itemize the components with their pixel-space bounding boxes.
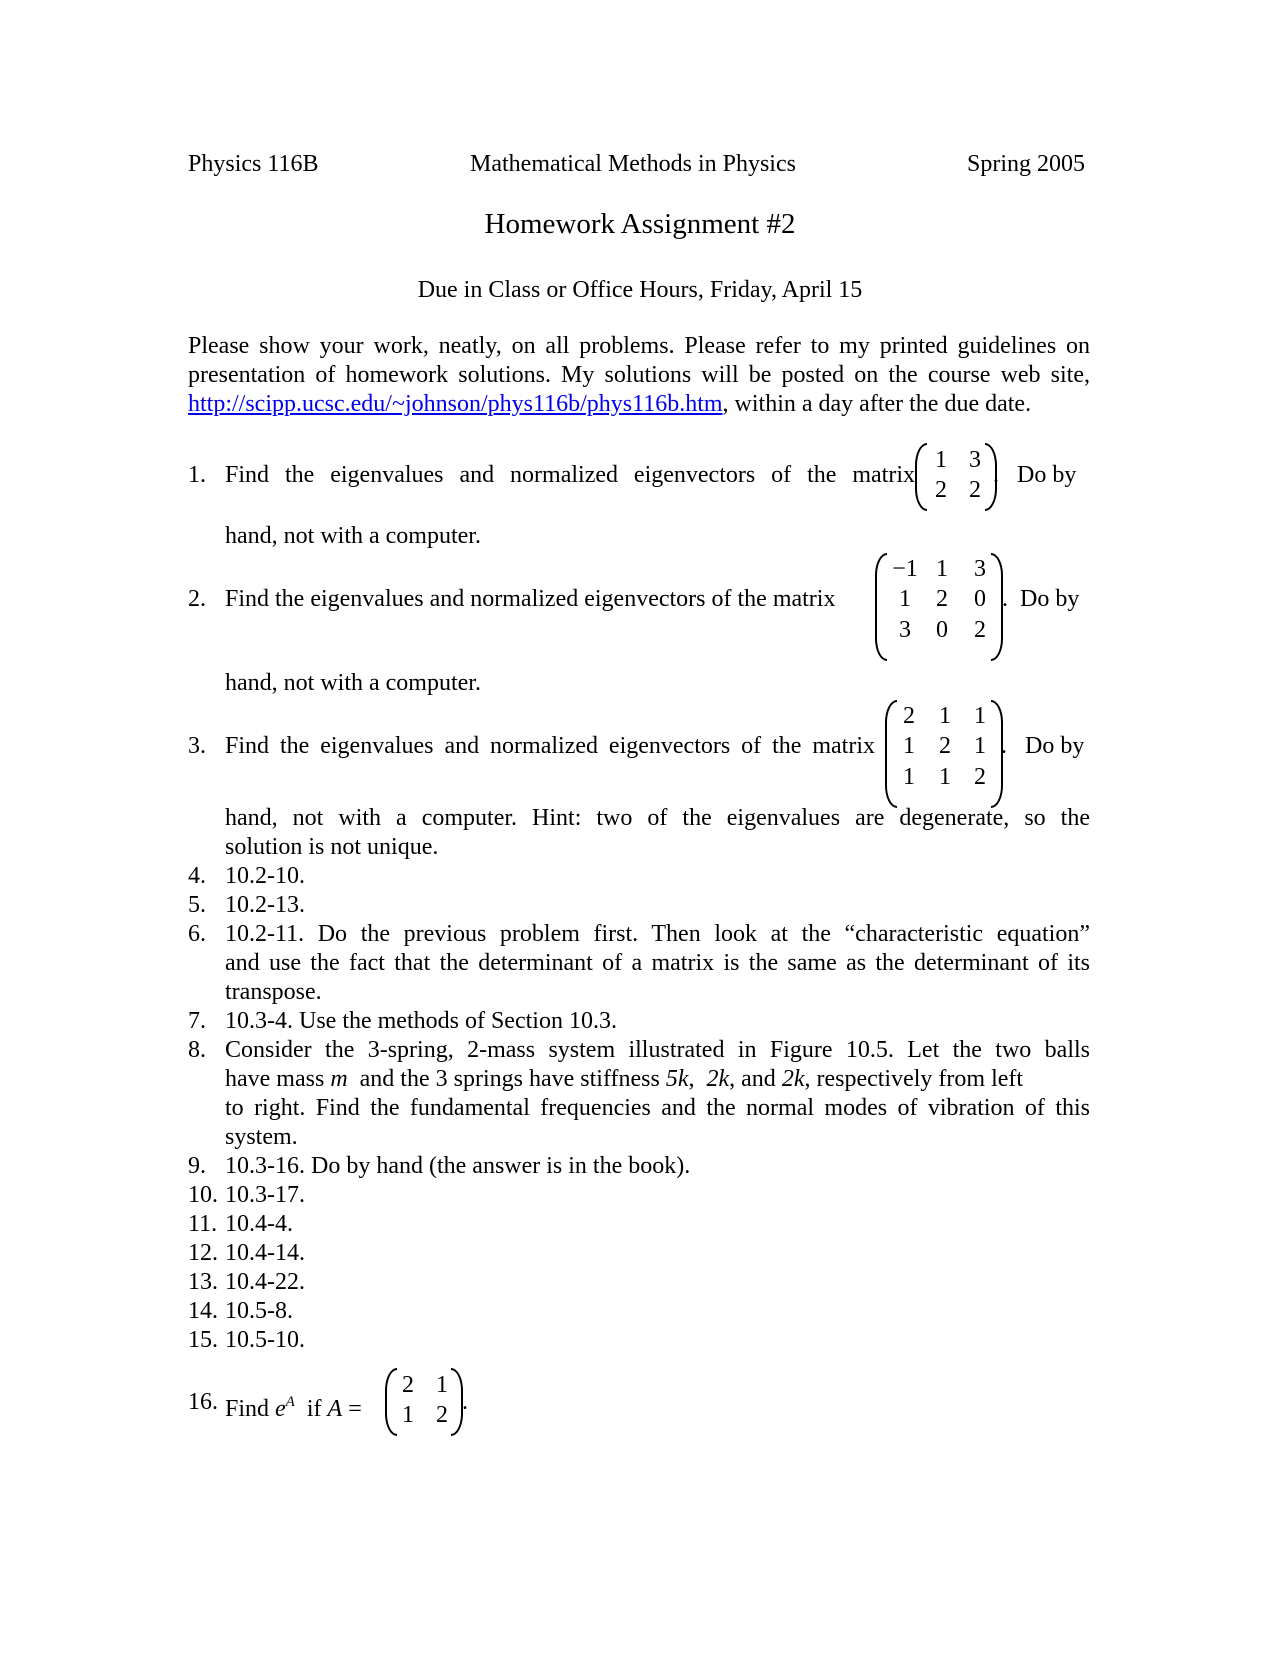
problem-3-continuation-1: hand, not with a computer. Hint: two of the eigenvalues are degenerate, so the (225, 805, 1090, 831)
problem-8-line-1: Consider the 3-spring, 2-mass system illustrated in Figure 10.5. Let the two balls (225, 1037, 1090, 1063)
problem-5-number: 5. (188, 892, 206, 918)
matrix-cell: 0 (936, 617, 948, 643)
problem-10-number: 10. (188, 1182, 218, 1208)
matrix-cell: 1 (939, 764, 951, 790)
problem-15-text: 10.5-10. (225, 1327, 305, 1353)
problem-1-text: Find the eigenvalues and normalized eigenvectors of the matrix (225, 462, 915, 488)
problem-10-text: 10.3-17. (225, 1182, 305, 1208)
intro-line-2: presentation of homework solutions. My solutions will be posted on the course web site, (188, 362, 1090, 388)
problem-1-tail: . Do by (993, 462, 1077, 488)
problem-6-line-1: 10.2-11. Do the previous problem first. Then look at the “characteristic equation” (225, 921, 1090, 947)
exp-power: A (285, 1394, 295, 1410)
problem-3-continuation-2: solution is not unique. (225, 834, 439, 860)
matrix-cell: 1 (436, 1372, 448, 1398)
matrix-cell: 2 (903, 703, 915, 729)
problem-8-text: have mass (225, 1066, 331, 1092)
problem-8-number: 8. (188, 1037, 206, 1063)
problem-16-text (225, 1388, 362, 1424)
exp-base: e (275, 1396, 286, 1422)
problem-16-if: if (294, 1396, 328, 1422)
problem-16-matrix (385, 1368, 465, 1438)
matrix-cell: 2 (436, 1402, 448, 1428)
matrix-cell: 3 (899, 617, 911, 643)
problem-2-text: Find the eigenvalues and normalized eigenvectors of the matrix (225, 586, 836, 612)
course-subject: Mathematical Methods in Physics (470, 151, 796, 177)
problem-16-number: 16. (188, 1389, 218, 1415)
matrix-cell: 2 (402, 1372, 414, 1398)
matrix-cell: 3 (969, 447, 981, 473)
matrix-cell: 1 (939, 703, 951, 729)
problem-7-number: 7. (188, 1008, 206, 1034)
problem-1-number: 1. (188, 462, 206, 488)
problem-4-text: 10.2-10. (225, 863, 305, 889)
intro-line-3 (188, 390, 1090, 419)
problem-16-find: Find (225, 1396, 276, 1422)
problem-8-text: and the 3 springs have stiffness (347, 1066, 666, 1092)
problem-6-line-2: and use the fact that the determinant of a matrix is the same as the determinant of its (225, 950, 1090, 976)
matrix-cell: 1 (974, 703, 986, 729)
problem-12-number: 12. (188, 1240, 218, 1266)
matrix-cell: 1 (936, 556, 948, 582)
problem-6-line-3: transpose. (225, 979, 322, 1005)
matrix-cell: 3 (974, 556, 986, 582)
problem-8-line-4: system. (225, 1124, 298, 1150)
problem-1-matrix (915, 443, 995, 513)
matrix-cell: 1 (935, 447, 947, 473)
problem-14-text: 10.5-8. (225, 1298, 293, 1324)
problem-15-number: 15. (188, 1327, 218, 1353)
problem-13-number: 13. (188, 1269, 218, 1295)
intro-after-link: , within a day after the due date. (722, 391, 1032, 417)
matrix-cell: 1 (903, 733, 915, 759)
matrix-cell: 2 (969, 477, 981, 503)
problem-13-text: 10.4-22. (225, 1269, 305, 1295)
problem-6-number: 6. (188, 921, 206, 947)
problem-3-matrix (885, 700, 1001, 808)
separator: , and (729, 1066, 782, 1092)
page-title: Homework Assignment #2 (484, 208, 796, 240)
stiffness-1: 5k (665, 1066, 689, 1092)
matrix-cell: 1 (402, 1402, 414, 1428)
problem-12-text: 10.4-14. (225, 1240, 305, 1266)
equals: = (342, 1396, 362, 1422)
matrix-cell: 2 (936, 586, 948, 612)
problem-8-line-3: to right. Find the fundamental frequencies and the normal modes of vibration of this (225, 1095, 1090, 1121)
problem-8-text: , respectively from left (804, 1066, 1024, 1092)
problem-2-continuation: hand, not with a computer. (225, 670, 481, 696)
problem-9-text: 10.3-16. Do by hand (the answer is in the book). (225, 1153, 691, 1179)
problem-11-number: 11. (188, 1211, 218, 1237)
matrix-cell: 1 (899, 586, 911, 612)
matrix-cell: 1 (974, 733, 986, 759)
problem-11-text: 10.4-4. (225, 1211, 293, 1237)
matrix-cell: 0 (974, 586, 986, 612)
problem-14-number: 14. (188, 1298, 218, 1324)
due-date: Due in Class or Office Hours, Friday, April 15 (417, 277, 863, 303)
mass-symbol: m (330, 1066, 348, 1092)
stiffness-3: 2k (781, 1066, 805, 1092)
stiffness-2: 2k (706, 1066, 730, 1092)
separator: , (688, 1066, 707, 1092)
problem-3-text: Find the eigenvalues and normalized eigenvectors of the matrix (225, 733, 875, 759)
course-website-link[interactable]: http://scipp.ucsc.edu/~johnson/phys116b/phys116b.htm (188, 391, 723, 417)
term: Spring 2005 (967, 151, 1086, 177)
intro-line-1: Please show your work, neatly, on all problems. Please refer to my printed guidelines on (188, 333, 1090, 359)
problem-5-text: 10.2-13. (225, 892, 305, 918)
intro-paragraph (188, 332, 1090, 419)
problem-1-continuation: hand, not with a computer. (225, 523, 481, 549)
problem-3-number: 3. (188, 733, 206, 759)
matrix-cell: 2 (939, 733, 951, 759)
matrix-symbol: A (327, 1396, 343, 1422)
course-name: Physics 116B (188, 151, 319, 177)
problem-16-tail: . (462, 1389, 468, 1415)
matrix-cell: 2 (974, 617, 986, 643)
problem-8-line-2 (225, 1065, 1023, 1094)
matrix-cell: 2 (974, 764, 986, 790)
problem-2-matrix (875, 553, 1001, 661)
problem-3-tail: . Do by (1001, 733, 1085, 759)
matrix-cell: 2 (935, 477, 947, 503)
matrix-cell: 1 (903, 764, 915, 790)
problem-4-number: 4. (188, 863, 206, 889)
problem-2-number: 2. (188, 586, 206, 612)
problem-7-text: 10.3-4. Use the methods of Section 10.3. (225, 1008, 617, 1034)
problem-2-tail: . Do by (1002, 586, 1080, 612)
problem-9-number: 9. (188, 1153, 206, 1179)
matrix-cell: −1 (892, 556, 918, 582)
